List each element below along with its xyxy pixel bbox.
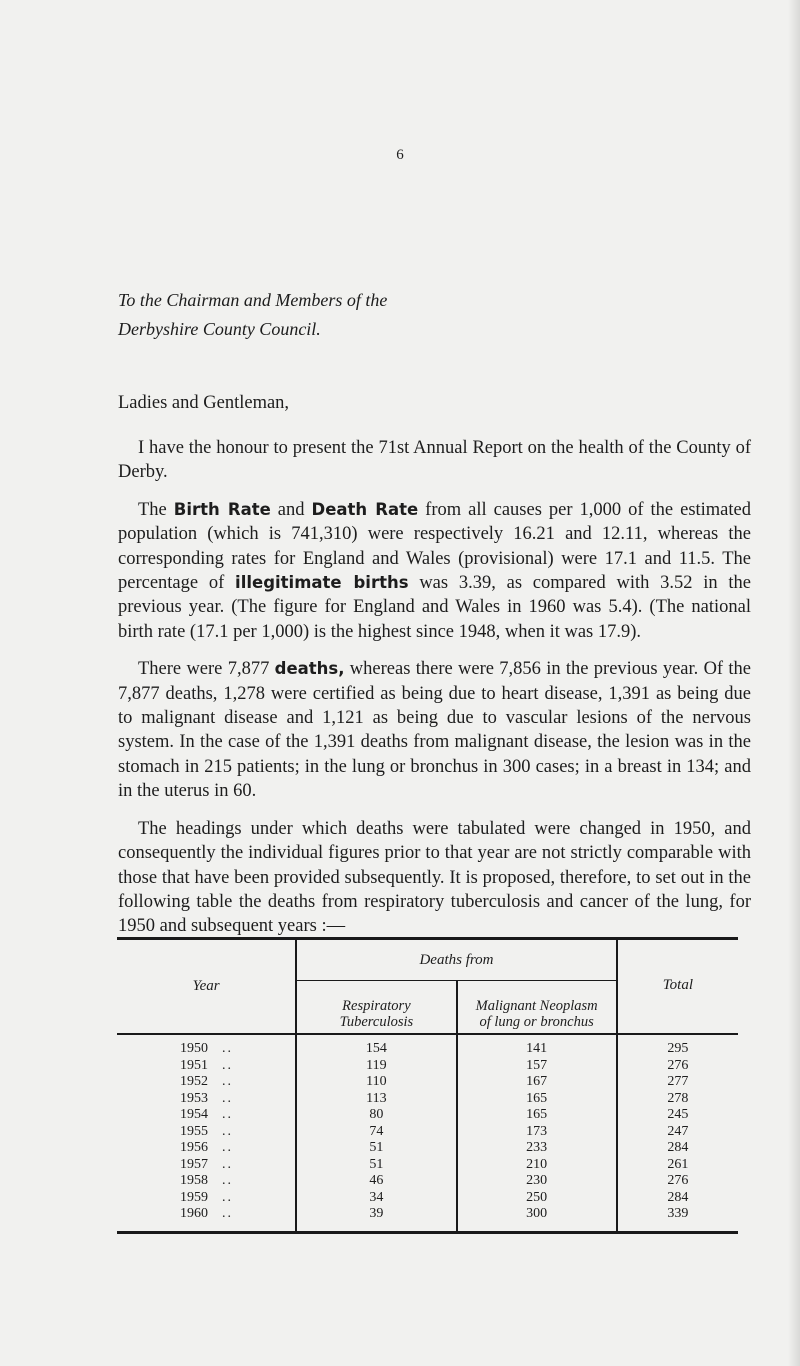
table-row	[117, 1190, 738, 1207]
table-row	[117, 1173, 738, 1190]
cell-malignant-neoplasm: 300	[457, 1206, 617, 1232]
cell-respiratory-tuberculosis: 74	[296, 1124, 456, 1141]
cell-malignant-neoplasm: 230	[457, 1173, 617, 1190]
cell-year	[117, 1058, 296, 1075]
cell-respiratory-tuberculosis: 110	[296, 1074, 456, 1091]
cell-malignant-neoplasm: 141	[457, 1034, 617, 1058]
cell-total: 276	[617, 1058, 738, 1075]
cell-year	[117, 1034, 296, 1058]
cell-respiratory-tuberculosis: 113	[296, 1091, 456, 1108]
leader-dots: ..	[222, 1206, 233, 1221]
text-run: whereas there were 7,856 in the previous year. Of the 7,877 deaths, 1,278 were certified as being due to heart disease, 1,391 as being due to malignant disease and 1,121 as being due to vascular lesions of the nervous system. In the case of the 1,391 deaths from malignant disease, the lesion was in the stomach in 215 patients; in the lung or bronchus in 300 cases; in a breast in 134; and in the uterus in 60.	[118, 659, 752, 802]
cell-malignant-neoplasm: 250	[457, 1190, 617, 1207]
year-value: 1950	[180, 1041, 208, 1056]
paragraph-headings: The headings under which deaths were tabulated were changed in 1950, and consequently the individual figures prior to that year are not strictly comparable with those that have been provided subsequently. It is proposed, therefore, to set out in the following table the deaths from respiratory tuberculosis and cancer of the lung, for 1950 and subsequent years :—	[118, 818, 751, 937]
year-value: 1956	[180, 1140, 208, 1155]
cell-respiratory-tuberculosis: 51	[296, 1157, 456, 1174]
year-value: 1952	[180, 1074, 208, 1089]
salutation	[118, 286, 387, 344]
leader-dots: ..	[222, 1041, 233, 1056]
cell-malignant-neoplasm: 210	[457, 1157, 617, 1174]
cell-malignant-neoplasm: 167	[457, 1074, 617, 1091]
deaths-table	[117, 937, 738, 1234]
cell-year	[117, 1124, 296, 1141]
page-number: 6	[396, 147, 404, 163]
table-row	[117, 1058, 738, 1075]
cell-malignant-neoplasm: 157	[457, 1058, 617, 1075]
cell-respiratory-tuberculosis: 119	[296, 1058, 456, 1075]
bold-term-deaths: deaths,	[274, 659, 345, 679]
table-body	[117, 1034, 738, 1232]
cell-year	[117, 1157, 296, 1174]
leader-dots: ..	[222, 1189, 233, 1205]
bold-term-death-rate: Death Rate	[311, 499, 419, 519]
salutation-line-1: To the Chairman and Members of the	[118, 290, 388, 310]
report-body	[118, 436, 751, 952]
year-value: 1953	[180, 1090, 208, 1106]
cell-total: 247	[617, 1124, 738, 1141]
cell-respiratory-tuberculosis: 154	[296, 1034, 456, 1058]
table-row	[117, 1124, 738, 1141]
greeting: Ladies and Gentleman,	[118, 393, 290, 413]
leader-dots: ..	[222, 1074, 233, 1089]
table-row	[117, 1140, 738, 1157]
cell-malignant-neoplasm: 165	[457, 1107, 617, 1124]
header-malignant-neoplasm	[457, 981, 617, 1035]
cell-malignant-neoplasm: 233	[457, 1140, 617, 1157]
cell-respiratory-tuberculosis: 34	[296, 1190, 456, 1207]
header-deaths-from: Deaths from	[296, 939, 616, 981]
cell-malignant-neoplasm: 173	[457, 1124, 617, 1141]
cell-total: 284	[617, 1140, 738, 1157]
cell-total: 284	[617, 1190, 738, 1207]
leader-dots: ..	[222, 1156, 233, 1172]
table-row	[117, 1074, 738, 1091]
year-value: 1960	[180, 1206, 208, 1221]
cell-total: 245	[617, 1107, 738, 1124]
table-row	[117, 1157, 738, 1174]
cell-year	[117, 1140, 296, 1157]
table-header	[117, 939, 738, 1035]
year-value: 1951	[180, 1057, 208, 1073]
cell-year	[117, 1206, 296, 1232]
cell-year	[117, 1091, 296, 1108]
bold-term-birth-rate: Birth Rate	[173, 499, 271, 519]
leader-dots: ..	[222, 1140, 233, 1155]
table-row	[117, 1107, 738, 1124]
cell-respiratory-tuberculosis: 80	[296, 1107, 456, 1124]
cell-respiratory-tuberculosis: 51	[296, 1140, 456, 1157]
text-run: and	[270, 499, 312, 520]
cell-total: 277	[617, 1074, 738, 1091]
cell-total: 339	[617, 1206, 738, 1232]
year-value: 1955	[180, 1123, 208, 1139]
cell-respiratory-tuberculosis: 46	[296, 1173, 456, 1190]
text-run: There were 7,877	[138, 659, 275, 680]
paragraph-birth-death-rates	[118, 498, 751, 644]
year-value: 1954	[180, 1107, 208, 1122]
cell-year	[117, 1173, 296, 1190]
header-total: Total	[617, 939, 738, 1035]
header-mal-line-1: Malignant Neoplasm	[475, 998, 598, 1014]
paragraph-intro: I have the honour to present the 71st Annual Report on the health of the County of Derby.	[118, 438, 751, 483]
leader-dots: ..	[222, 1057, 233, 1073]
text-run: The	[138, 499, 174, 520]
cell-malignant-neoplasm: 165	[457, 1091, 617, 1108]
page-edge-shadow	[788, 0, 800, 1366]
header-resp-line-2: Tuberculosis	[339, 1014, 414, 1030]
cell-total: 295	[617, 1034, 738, 1058]
year-value: 1959	[180, 1189, 208, 1205]
cell-respiratory-tuberculosis: 39	[296, 1206, 456, 1232]
header-respiratory-tuberculosis	[296, 981, 456, 1035]
leader-dots: ..	[222, 1123, 233, 1139]
text-run: was 3.39, as compared with 3.52 in the previous year. (The figure for England and Wales in 1960 was 5.4). (The national birth rate (17.1 per 1,000) is the highest since 1948, when it was 17.9).	[118, 573, 751, 642]
text-run: from all causes per 1,000 of the estimated population (which is 741,310) were respectively 16.21 and 12.11, whereas the corresponding rates for England and Wales (provisional) were 17.1 and 11.5. The percentage of	[118, 499, 751, 594]
cell-total: 278	[617, 1091, 738, 1108]
leader-dots: ..	[222, 1090, 233, 1106]
cell-year	[117, 1190, 296, 1207]
table-row	[117, 1206, 738, 1232]
cell-total: 261	[617, 1157, 738, 1174]
year-value: 1958	[180, 1173, 208, 1188]
header-resp-line-1: Respiratory	[342, 998, 411, 1014]
paragraph-deaths	[118, 657, 751, 803]
leader-dots: ..	[222, 1107, 233, 1122]
cell-year	[117, 1074, 296, 1091]
header-year: Year	[192, 978, 220, 994]
cell-total: 276	[617, 1173, 738, 1190]
table-row	[117, 1034, 738, 1058]
salutation-line-2: Derbyshire County Council.	[118, 319, 321, 339]
header-mal-line-2: of lung or bronchus	[479, 1014, 594, 1030]
cell-year	[117, 1107, 296, 1124]
table-row	[117, 1091, 738, 1108]
leader-dots: ..	[222, 1173, 233, 1188]
bold-term-illegitimate-births: illegitimate births	[235, 573, 409, 593]
year-value: 1957	[180, 1156, 208, 1172]
